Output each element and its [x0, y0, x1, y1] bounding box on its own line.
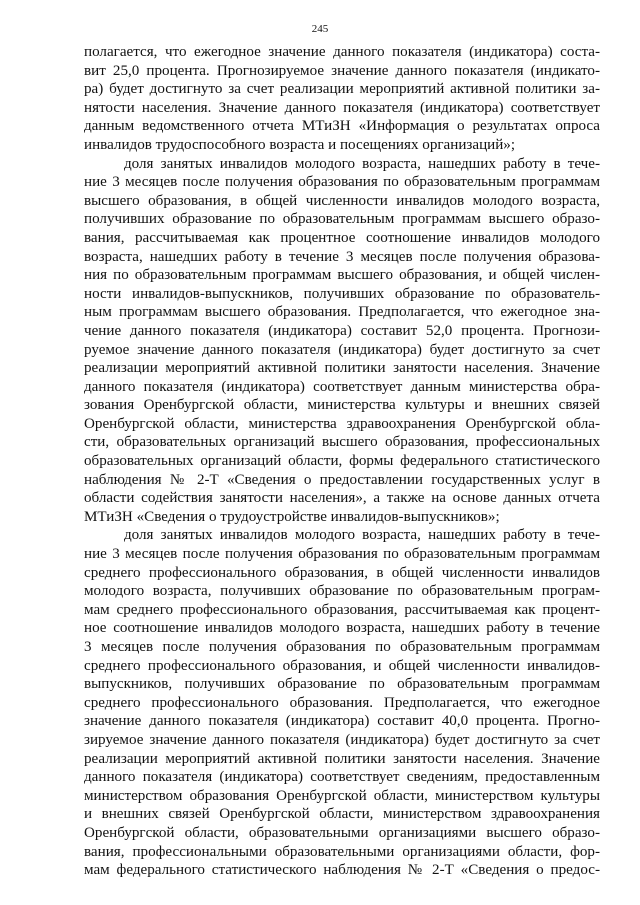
- text-line: министерством образования Оренбургской области, министерством культуры: [84, 787, 600, 804]
- text-line: значение данного показателя (индикатора) составит 40,0 процента. Прогно-: [84, 713, 600, 730]
- text-line: мам федерального статистического наблюдения № 2-Т «Сведения о предос-: [84, 862, 600, 879]
- text-line: мам среднего профессионального образования, рассчитываемая как процент-: [84, 601, 600, 618]
- text-line: ние 3 месяцев после получения образования по образовательным программам: [84, 546, 600, 563]
- text-line: Оренбургской области, образовательными организациями высшего образо-: [84, 824, 600, 841]
- text-line: ности инвалидов-выпускников, получивших образование по образователь-: [84, 285, 600, 302]
- text-line: наблюдения № 2-Т «Сведения о предоставлении государственных услуг в: [84, 471, 600, 488]
- text-line: доля занятых инвалидов молодого возраста, нашедших работу в тече-: [124, 527, 600, 544]
- text-line: полагается, что ежегодное значение данного показателя (индикатора) соста-: [84, 44, 600, 60]
- text-line: выпускников, получивших образование по образовательным программам: [84, 676, 600, 693]
- text-line: ным программам высшего образования. Предполагается, что ежегодное зна-: [84, 304, 600, 321]
- text-line: доля занятых инвалидов молодого возраста, нашедших работу в тече-: [124, 155, 600, 172]
- text-line: области содействия занятости населения», а также на основе данных отчета: [84, 490, 600, 507]
- text-line: реализации мероприятий активной политики занятости населения. Значение: [84, 750, 600, 767]
- text-line: среднего профессионального образования, в общей численности инвалидов: [84, 564, 600, 581]
- text-line: данного показателя (индикатора) соответствует данным министерства обра-: [84, 378, 600, 395]
- text-line: ное соотношение инвалидов молодого возраста, нашедших работу в течение: [84, 620, 600, 637]
- text-line: руемое значение данного показателя (индикатора) будет достигнуто за счет: [84, 341, 600, 358]
- text-line: среднего профессионального образования. Предполагается, что ежегодное: [84, 694, 600, 711]
- text-line: получивших образование по образовательным программам высшего образо-: [84, 211, 600, 228]
- text-line: вит 25,0 процента. Прогнозируемое значение данного показателя (индикато-: [84, 62, 600, 79]
- text-line: сти, образовательных организаций высшего образования, профессиональных: [84, 434, 600, 451]
- text-line: нятости населения. Значение данного показателя (индикатора) соответствует: [84, 99, 600, 116]
- text-line: 3 месяцев после получения образования по образовательным программам: [84, 639, 600, 655]
- text-line: ние 3 месяцев после получения образования по образовательным программам: [84, 174, 600, 191]
- text-line: зируемое значение данного показателя (индикатора) будет достигнуто за счет: [84, 731, 600, 748]
- text-line: вания, рассчитываемая как процентное соотношение инвалидов молодого: [84, 229, 600, 246]
- text-line: данным ведомственного отчета МТиЗН «Информация о результатах опроса: [84, 118, 600, 135]
- page-number: 245: [311, 23, 329, 35]
- text-line: зования Оренбургской области, министерства культуры и внешних связей: [84, 397, 600, 414]
- text-line: вания, профессиональными образовательными организациями области, фор-: [84, 843, 600, 860]
- text-line: реализации мероприятий активной политики занятости населения. Значение: [84, 360, 600, 377]
- text-line: среднего профессионального образования, и общей численности инвалидов-: [84, 657, 600, 674]
- document-body: [84, 43, 600, 880]
- text-line: МТиЗН «Сведения о трудоустройстве инвалидов-выпускников»;: [84, 508, 500, 525]
- text-line: молодого возраста, получивших образование по образовательным програм-: [84, 583, 600, 600]
- text-line: и внешних связей Оренбургской области, министерством здравоохранения: [84, 806, 600, 823]
- text-line: чение данного показателя (индикатора) составит 52,0 процента. Прогнози-: [84, 322, 600, 339]
- text-line: ра) будет достигнуто за счет реализации мероприятий активной политики за-: [84, 81, 600, 98]
- text-line: образовательных организаций области, формы федерального статистического: [84, 453, 600, 470]
- text-line: инвалидов трудоспособного возраста и посещениях организаций»;: [84, 136, 516, 153]
- text-line: данного показателя (индикатора) соответствует сведениям, предоставленным: [84, 769, 600, 786]
- text-line: высшего образования, в общей численности инвалидов молодого возраста,: [84, 192, 600, 209]
- text-line: Оренбургской области, министерства здравоохранения Оренбургской обла-: [84, 415, 600, 432]
- text-line: ния по образовательным программам высшего образования, и общей числен-: [84, 267, 600, 284]
- text-line: возраста, нашедших работу в течение 3 месяцев после получения образова-: [84, 248, 600, 265]
